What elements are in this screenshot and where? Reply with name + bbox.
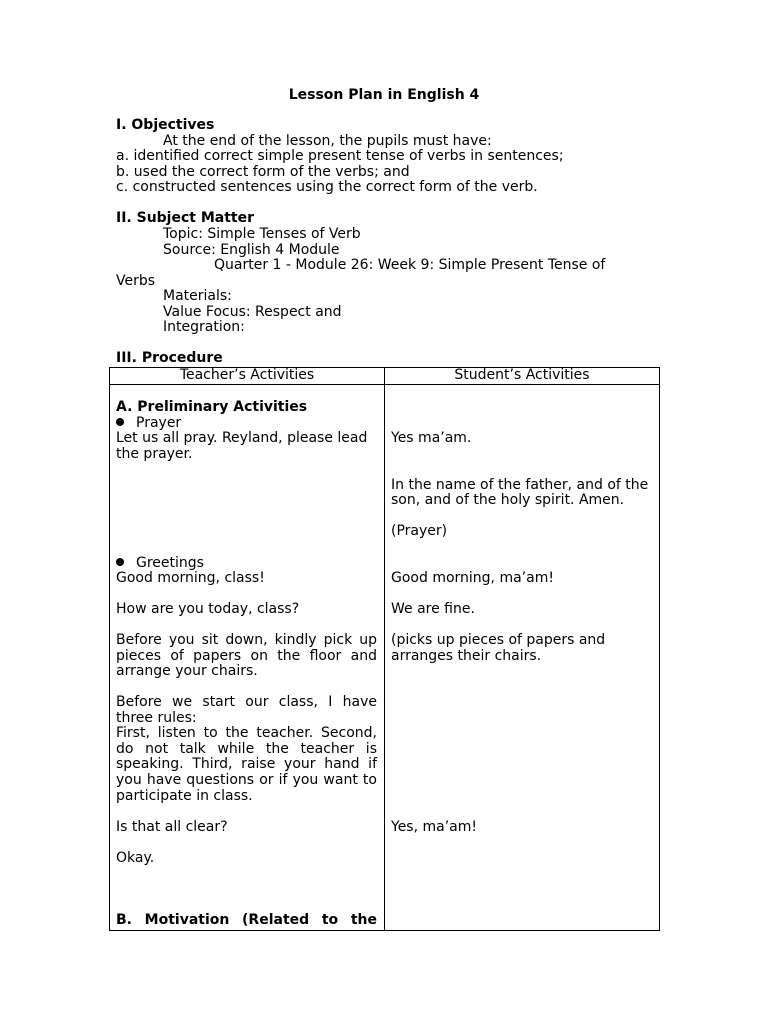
objective-item: b. used the correct form of the verbs; and [116,164,410,180]
student-line: (Prayer) [391,522,448,539]
teacher-line: arrange your chairs. [116,662,258,679]
subject-matter-heading: II. Subject Matter [116,210,255,226]
bullet-icon [116,558,124,566]
table-row [110,384,660,930]
student-column-header: Student’s Activities [385,368,660,385]
teacher-line: Before you sit down, kindly pick up [116,631,377,648]
student-line: arranges their chairs. [391,647,542,664]
teacher-line: Good morning, class! [116,569,265,586]
materials-line: Materials: [163,288,232,304]
source-line: Source: English 4 Module [163,242,340,258]
preliminary-heading: A. Preliminary Activities [116,398,308,415]
teacher-line: you have questions or if you want to [116,771,377,788]
teacher-activities-cell [110,384,385,930]
value-focus-line: Value Focus: Respect and [163,304,342,320]
teacher-line: participate in class. [116,787,253,804]
student-activities-cell [385,384,660,930]
greetings-item: Greetings [116,556,204,572]
student-line: We are fine. [391,600,475,617]
prayer-item: Prayer [116,416,181,432]
student-line: son, and of the holy spirit. Amen. [391,491,625,508]
teacher-line: pieces of papers on the floor and [116,647,377,664]
bullet-icon [116,418,124,426]
student-line: Yes ma’am. [391,429,472,446]
teacher-line: do not talk while the teacher is [116,740,377,757]
procedure-heading: III. Procedure [116,350,223,366]
table-header-row [110,368,660,385]
teacher-line: Is that all clear? [116,818,228,835]
student-line: (picks up pieces of papers and [391,631,606,648]
objectives-intro: At the end of the lesson, the pupils must have: [163,133,492,149]
objectives-heading: I. Objectives [116,117,215,133]
student-line: Yes, ma’am! [391,818,477,835]
student-line: In the name of the father, and of the [391,476,649,493]
module-line-cont: Verbs [116,273,156,289]
teacher-line: Okay. [116,849,155,866]
teacher-line: Before we start our class, I have [116,693,377,710]
teacher-line: Let us all pray. Reyland, please lead [116,429,368,446]
module-line: Quarter 1 - Module 26: Week 9: Simple Present Tense of [214,257,606,273]
topic-line: Topic: Simple Tenses of Verb [163,226,361,242]
objective-item: c. constructed sentences using the correct form of the verb. [116,179,538,195]
objective-item: a. identified correct simple present tense of verbs in sentences; [116,148,564,164]
teacher-line: How are you today, class? [116,600,300,617]
page-title: Lesson Plan in English 4 [288,87,480,103]
teacher-line: speaking. Third, raise your hand if [116,755,377,772]
teacher-line: First, listen to the teacher. Second, [116,724,377,741]
teacher-line: three rules: [116,709,197,726]
motivation-heading: B. Motivation (Related to the [116,911,377,928]
student-line: Good morning, ma’am! [391,569,554,586]
procedure-table [109,367,660,931]
teacher-line: the prayer. [116,445,193,462]
integration-line: Integration: [163,319,245,335]
teacher-column-header: Teacher’s Activities [110,368,385,385]
